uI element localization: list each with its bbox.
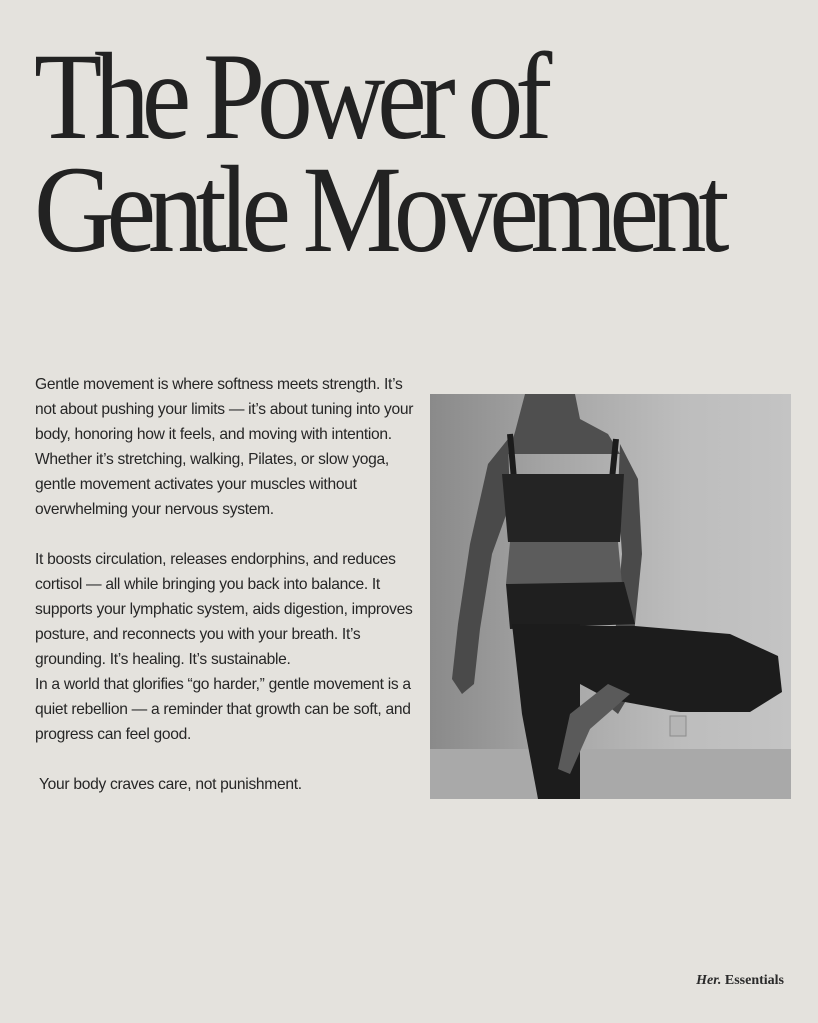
brand-her: Her. [696, 973, 722, 988]
closing-line: Your body craves care, not punishment. [39, 776, 302, 793]
paragraph-2: It boosts circulation, releases endorphins, and reduces cortisol — all while bringing you back into balance. It supports your lymphatic system, aids digestion, improves posture, and reconnects you with your breath. It’s grounding. It’s healing. It’s sustainable. [35, 551, 413, 668]
title-line-2: Gentle Movement [34, 141, 722, 278]
article-body [35, 372, 420, 797]
brand-logo [696, 973, 784, 989]
title-line-1: The Power of [34, 28, 545, 165]
photo-figure-icon [430, 394, 791, 799]
brand-essentials: Essentials [724, 973, 784, 988]
paragraph-3: In a world that glorifies “go harder,” gentle movement is a quiet rebellion — a reminder that growth can be soft, and progress can feel good. [35, 676, 411, 743]
paragraph-1: Gentle movement is where softness meets strength. It’s not about pushing your limits — it’s about tuning into your body, honoring how it feels, and moving with intention. Whether it’s stretching, walking, Pilates, or slow yoga, gentle movement activates your muscles without overwhelming your nervous system. [35, 376, 414, 518]
page-title [34, 28, 722, 278]
woman-balancing-pose-photo [430, 394, 791, 799]
